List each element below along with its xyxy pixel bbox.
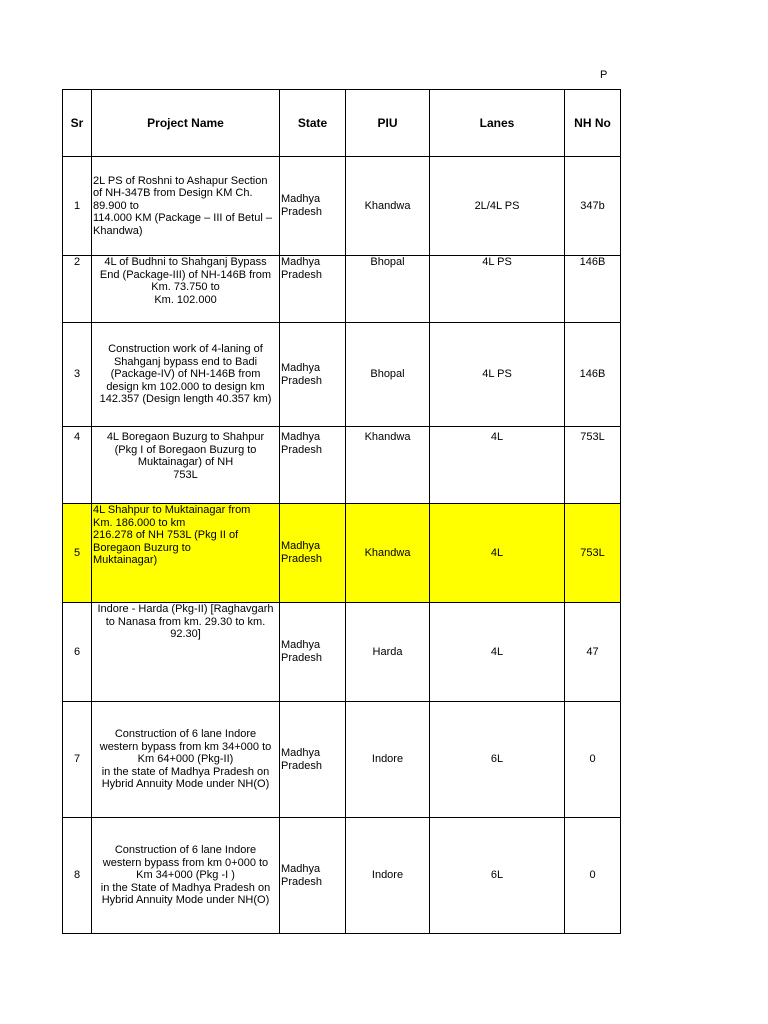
cell-sr: 2 <box>63 256 92 323</box>
cell-nh-no: 753L <box>565 504 621 603</box>
header-nh-no: NH No <box>565 90 621 157</box>
cell-nh-no: 47 <box>565 603 621 702</box>
cell-project-name: Construction work of 4-laning of Shahganj bypass end to Badi (Package-IV) of NH-146B from design km 102.000 to design km 142.357 (Design length 40.357 km) <box>92 323 280 427</box>
cell-nh-no: 347b <box>565 157 621 256</box>
cell-project-name: 4L of Budhni to Shahganj Bypass End (Package-III) of NH-146B from Km. 73.750 to Km. 102.000 <box>92 256 280 323</box>
cell-state: Madhya Pradesh <box>280 702 346 818</box>
table-row <box>63 256 621 323</box>
cell-state: Madhya Pradesh <box>280 504 346 603</box>
cell-nh-no: 146B <box>565 323 621 427</box>
cell-lanes: 6L <box>430 702 565 818</box>
table-row-highlighted <box>63 504 621 603</box>
cell-nh-no: 753L <box>565 427 621 504</box>
cell-sr: 4 <box>63 427 92 504</box>
cell-project-name: 2L PS of Roshni to Ashapur Section of NH-347B from Design KM Ch. 89.900 to 114.000 KM (Package – III of Betul – Khandwa) <box>92 157 280 256</box>
table-row <box>63 603 621 702</box>
cell-lanes: 4L <box>430 427 565 504</box>
header-lanes: Lanes <box>430 90 565 157</box>
cell-state: Madhya Pradesh <box>280 323 346 427</box>
cell-piu: Khandwa <box>346 157 430 256</box>
cell-lanes: 4L PS <box>430 256 565 323</box>
projects-table <box>62 89 621 934</box>
cell-sr: 5 <box>63 504 92 603</box>
cell-lanes: 6L <box>430 818 565 934</box>
cell-lanes: 4L <box>430 504 565 603</box>
table-row <box>63 702 621 818</box>
page-corner-text: P <box>600 69 608 81</box>
cell-piu: Indore <box>346 702 430 818</box>
cell-nh-no: 0 <box>565 818 621 934</box>
cell-lanes: 4L PS <box>430 323 565 427</box>
header-project-name: Project Name <box>92 90 280 157</box>
cell-piu: Khandwa <box>346 427 430 504</box>
table-row <box>63 818 621 934</box>
cell-state: Madhya Pradesh <box>280 603 346 702</box>
cell-lanes: 4L <box>430 603 565 702</box>
cell-project-name: 4L Shahpur to Muktainagar from Km. 186.000 to km 216.278 of NH 753L (Pkg II of Boregaon Buzurg to Muktainagar) <box>92 504 280 603</box>
header-sr: Sr <box>63 90 92 157</box>
cell-nh-no: 146B <box>565 256 621 323</box>
cell-project-name: Indore - Harda (Pkg-II) [Raghavgarh to Nanasa from km. 29.30 to km. 92.30] <box>92 603 280 702</box>
header-state: State <box>280 90 346 157</box>
cell-sr: 7 <box>63 702 92 818</box>
cell-lanes: 2L/4L PS <box>430 157 565 256</box>
cell-sr: 6 <box>63 603 92 702</box>
cell-state: Madhya Pradesh <box>280 256 346 323</box>
cell-sr: 8 <box>63 818 92 934</box>
cell-state: Madhya Pradesh <box>280 157 346 256</box>
table-header-row <box>63 90 621 157</box>
cell-nh-no: 0 <box>565 702 621 818</box>
table-row <box>63 427 621 504</box>
cell-state: Madhya Pradesh <box>280 427 346 504</box>
cell-state: Madhya Pradesh <box>280 818 346 934</box>
cell-piu: Harda <box>346 603 430 702</box>
cell-sr: 1 <box>63 157 92 256</box>
table-row <box>63 323 621 427</box>
cell-piu: Indore <box>346 818 430 934</box>
cell-project-name: Construction of 6 lane Indore western bypass from km 0+000 to Km 34+000 (Pkg -I ) in the State of Madhya Pradesh on Hybrid Annuity Mode under NH(O) <box>92 818 280 934</box>
header-piu: PIU <box>346 90 430 157</box>
table-row <box>63 157 621 256</box>
cell-piu: Bhopal <box>346 323 430 427</box>
cell-project-name: Construction of 6 lane Indore western bypass from km 34+000 to Km 64+000 (Pkg-II) in the state of Madhya Pradesh on Hybrid Annuity Mode under NH(O) <box>92 702 280 818</box>
cell-piu: Khandwa <box>346 504 430 603</box>
cell-sr: 3 <box>63 323 92 427</box>
cell-piu: Bhopal <box>346 256 430 323</box>
cell-project-name: 4L Boregaon Buzurg to Shahpur (Pkg I of Boregaon Buzurg to Muktainagar) of NH 753L <box>92 427 280 504</box>
